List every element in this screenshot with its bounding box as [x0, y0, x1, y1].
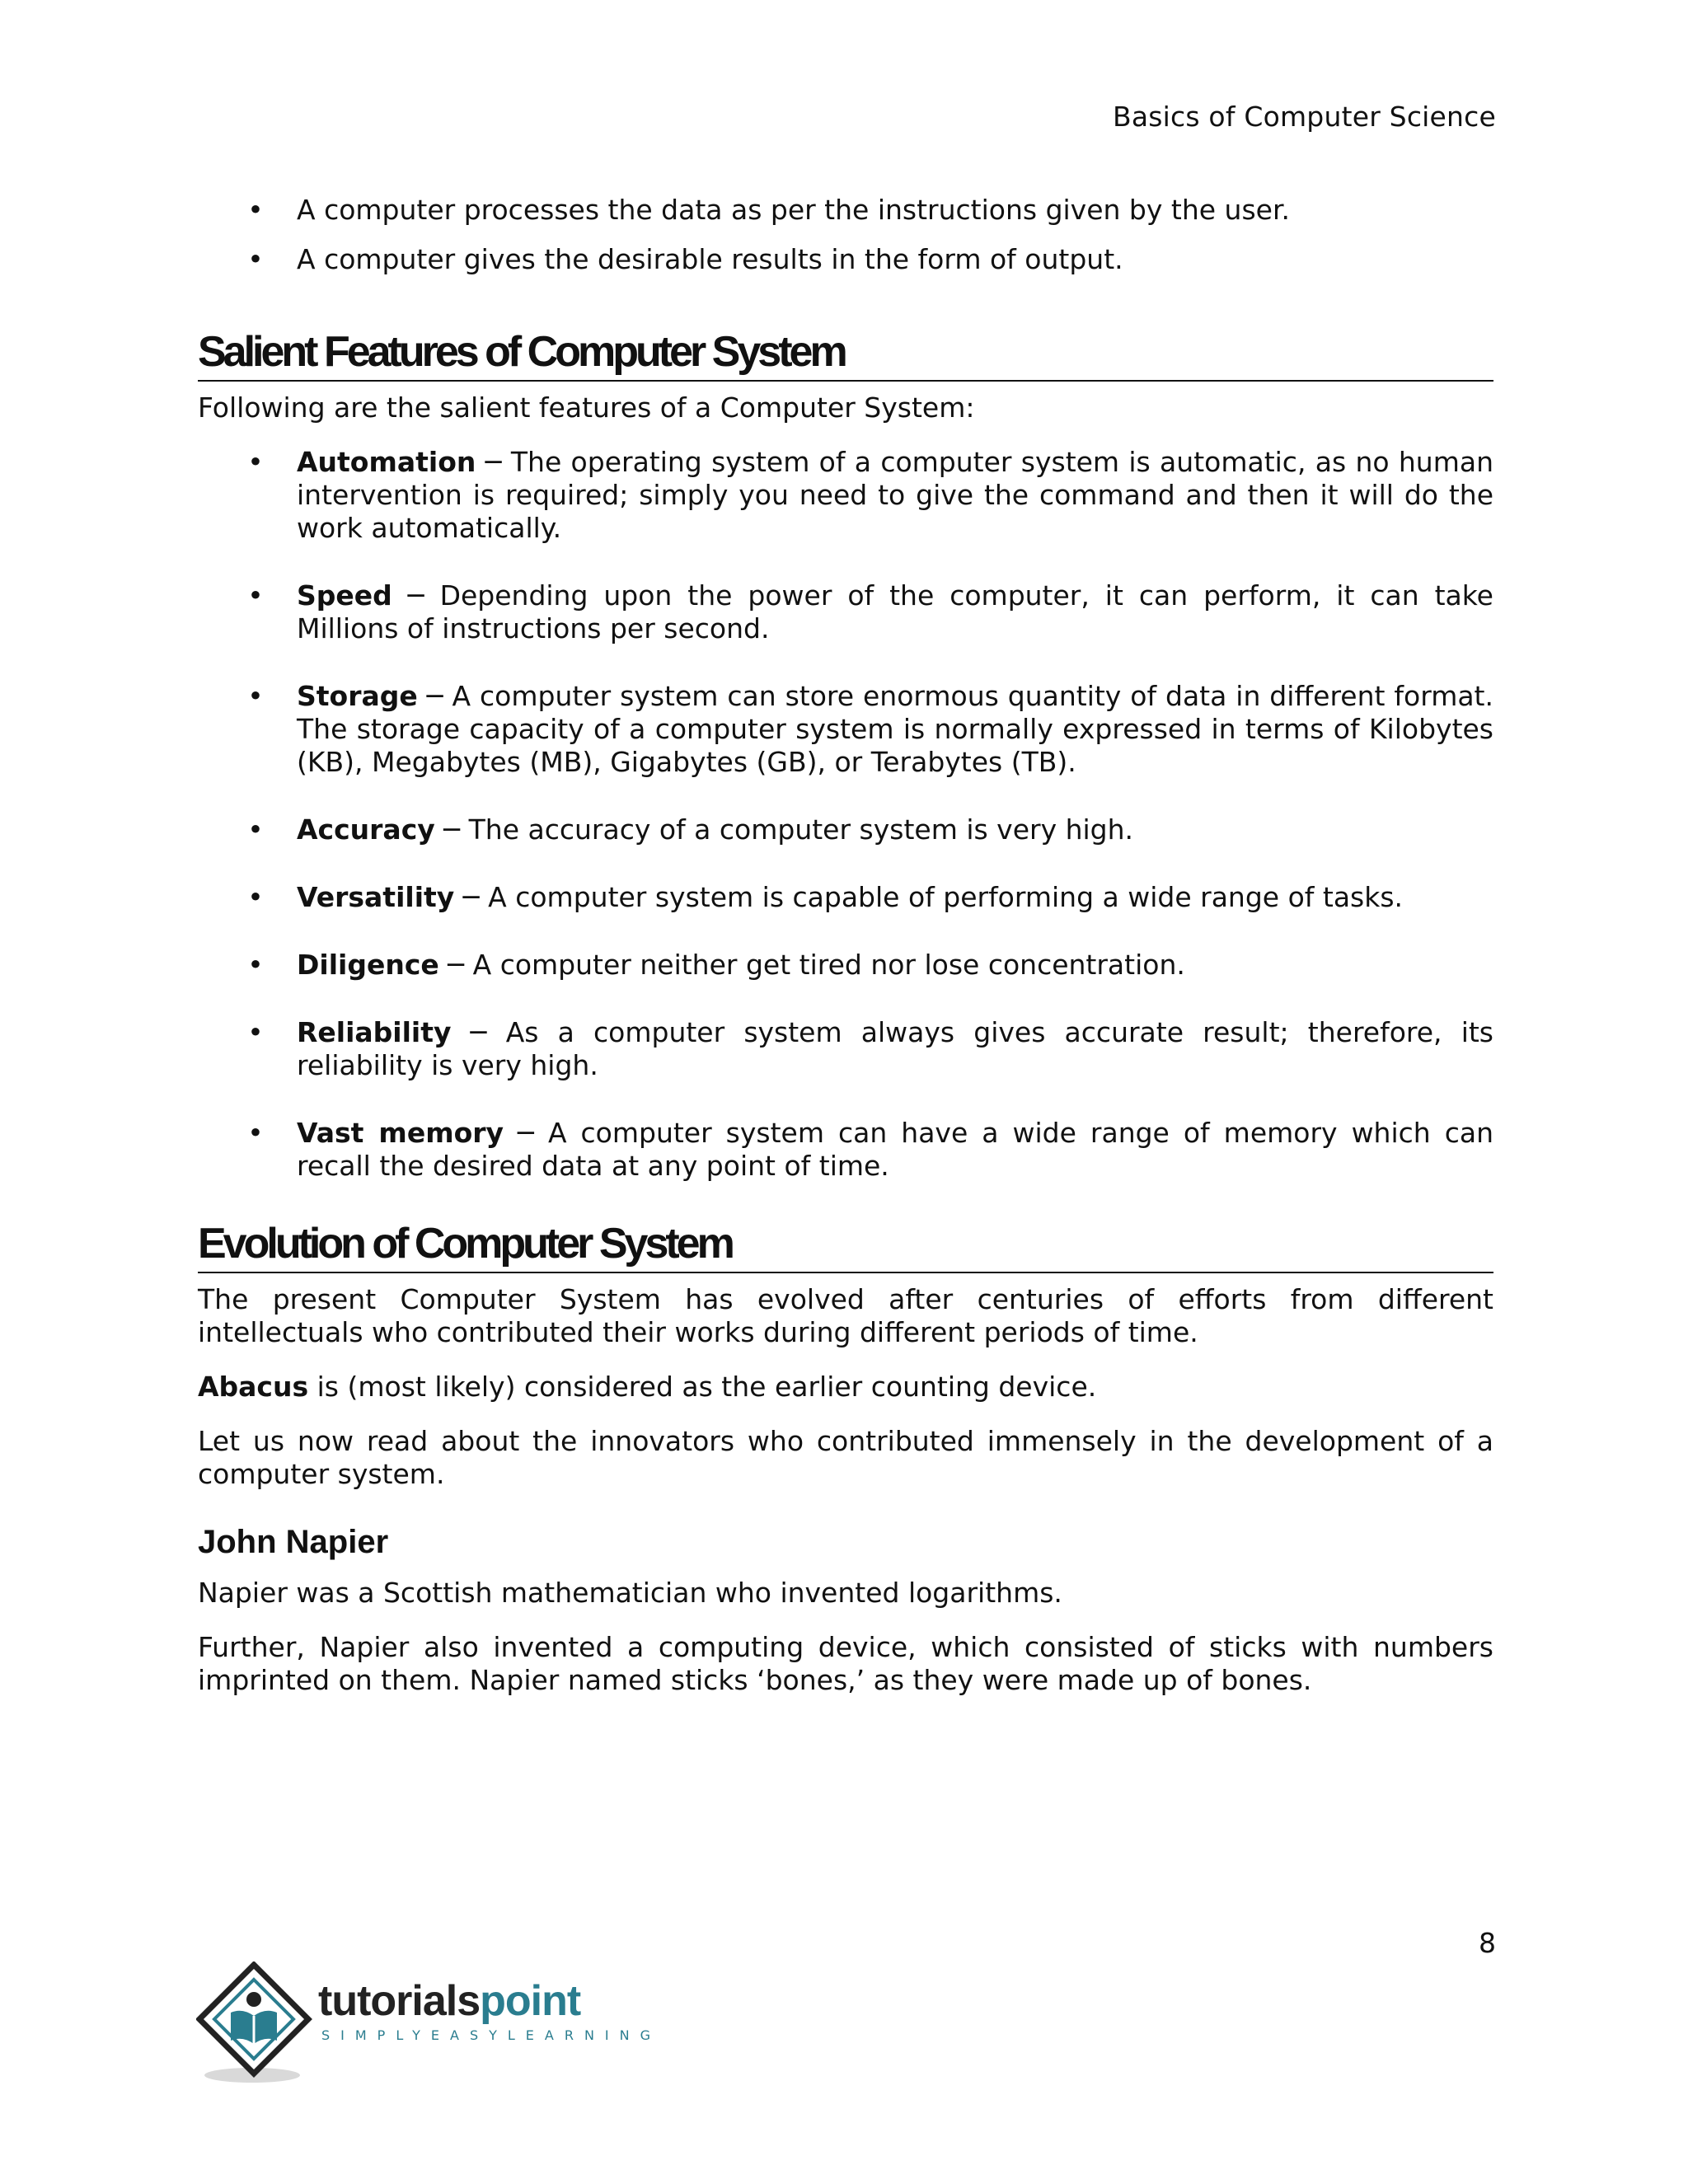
- logo-word-tutorials: tutorials: [318, 1977, 481, 2025]
- feature-list: [198, 446, 1493, 1183]
- napier-paragraph-1: Napier was a Scottish mathematician who invented logarithms.: [198, 1577, 1062, 1609]
- feature-term: Automation: [297, 446, 476, 478]
- bullet-icon: •: [247, 243, 264, 275]
- feature-text: The accuracy of a computer system is very high.: [468, 813, 1134, 846]
- running-header: Basics of Computer Science: [1112, 101, 1496, 133]
- feature-text: A computer system is capable of performing a wide range of tasks.: [488, 881, 1404, 913]
- page-number: 8: [1479, 1927, 1496, 1959]
- feature-separator: ─: [392, 579, 440, 612]
- bullet-icon: •: [247, 813, 264, 846]
- abacus-term: Abacus: [198, 1371, 309, 1403]
- feature-separator: ─: [434, 813, 469, 846]
- feature-text: A computer system can store enormous quantity of data in different format. The storage capacity of a computer system is normally expressed in terms of Kilobytes (KB), Megabytes (MB), Gigabytes (GB), or Terabytes (TB).: [297, 680, 1493, 778]
- list-item: [247, 680, 1493, 779]
- feature-text: As a computer system always gives accurate result; therefore, its reliability is very high.: [297, 1016, 1493, 1081]
- feature-separator: ─: [504, 1117, 548, 1149]
- feature-text: Depending upon the power of the computer, it can perform, it can take Millions of instructions per second.: [297, 579, 1493, 644]
- list-item: [247, 446, 1493, 545]
- feature-term: Diligence: [297, 949, 439, 981]
- napier-paragraph-2: Further, Napier also invented a computing device, which consisted of sticks with numbers imprinted on them. Napier named sticks ‘bones,’ as they were made up of bones.: [198, 1631, 1493, 1696]
- list-item: [247, 813, 1493, 846]
- abacus-paragraph: [198, 1371, 1493, 1404]
- feature-term: Vast memory: [297, 1117, 504, 1149]
- abacus-text: is (most likely) considered as the earlier counting device.: [308, 1371, 1097, 1403]
- feature-term: Versatility: [297, 881, 455, 913]
- feature-text: A computer system can have a wide range of memory which can recall the desired data at any point of time.: [297, 1117, 1493, 1182]
- section-heading-salient-features: Salient Features of Computer System: [198, 326, 1493, 382]
- bullet-icon: •: [247, 881, 264, 913]
- subheading-john-napier: John Napier: [198, 1524, 389, 1560]
- bullet-icon: •: [247, 949, 264, 981]
- list-item: [247, 949, 1493, 982]
- list-item: [247, 194, 1493, 227]
- salient-features-intro: Following are the salient features of a Computer System:: [198, 391, 975, 424]
- bullet-icon: •: [247, 194, 264, 226]
- feature-term: Speed: [297, 579, 392, 612]
- list-item-text: A computer processes the data as per the instructions given by the user.: [297, 194, 1290, 226]
- feature-separator: ─: [438, 949, 473, 981]
- bullet-icon: •: [247, 680, 264, 712]
- list-item: [247, 1117, 1493, 1183]
- feature-separator: ─: [476, 446, 511, 478]
- feature-term: Reliability: [297, 1016, 452, 1048]
- logo-diamond-icon: [196, 1961, 320, 2085]
- bullet-icon: •: [247, 446, 264, 478]
- logo-word-point: point: [480, 1977, 581, 2025]
- feature-text: A computer neither get tired nor lose concentration.: [472, 949, 1185, 981]
- bullet-icon: •: [247, 1117, 264, 1149]
- list-item: [247, 881, 1493, 914]
- feature-term: Storage: [297, 680, 418, 712]
- feature-separator: ─: [417, 680, 452, 712]
- logo-wordmark: [318, 1978, 580, 2024]
- innovators-paragraph: Let us now read about the innovators who contributed immensely in the development of a computer system.: [198, 1425, 1493, 1490]
- feature-separator: ─: [451, 1016, 506, 1048]
- feature-term: Accuracy: [297, 813, 435, 846]
- intro-bullet-list: [198, 194, 1493, 276]
- list-item: [247, 1016, 1493, 1082]
- page-content: [198, 194, 1493, 1718]
- tutorialspoint-logo: [196, 1961, 662, 2085]
- list-item: [247, 243, 1493, 276]
- bullet-icon: •: [247, 579, 264, 612]
- bullet-icon: •: [247, 1016, 264, 1048]
- evolution-paragraph: The present Computer System has evolved after centuries of efforts from different intellectuals who contributed their works during different periods of time.: [198, 1283, 1493, 1348]
- feature-separator: ─: [454, 881, 489, 913]
- section-heading-evolution: Evolution of Computer System: [198, 1217, 1493, 1273]
- logo-tagline: SIMPLYEASYLEARNING: [321, 2027, 662, 2043]
- list-item-text: A computer gives the desirable results in the form of output.: [297, 243, 1123, 275]
- list-item: [247, 579, 1493, 645]
- feature-text: The operating system of a computer system is automatic, as no human intervention is required; simply you need to give the command and then it will do the work automatically.: [297, 446, 1493, 544]
